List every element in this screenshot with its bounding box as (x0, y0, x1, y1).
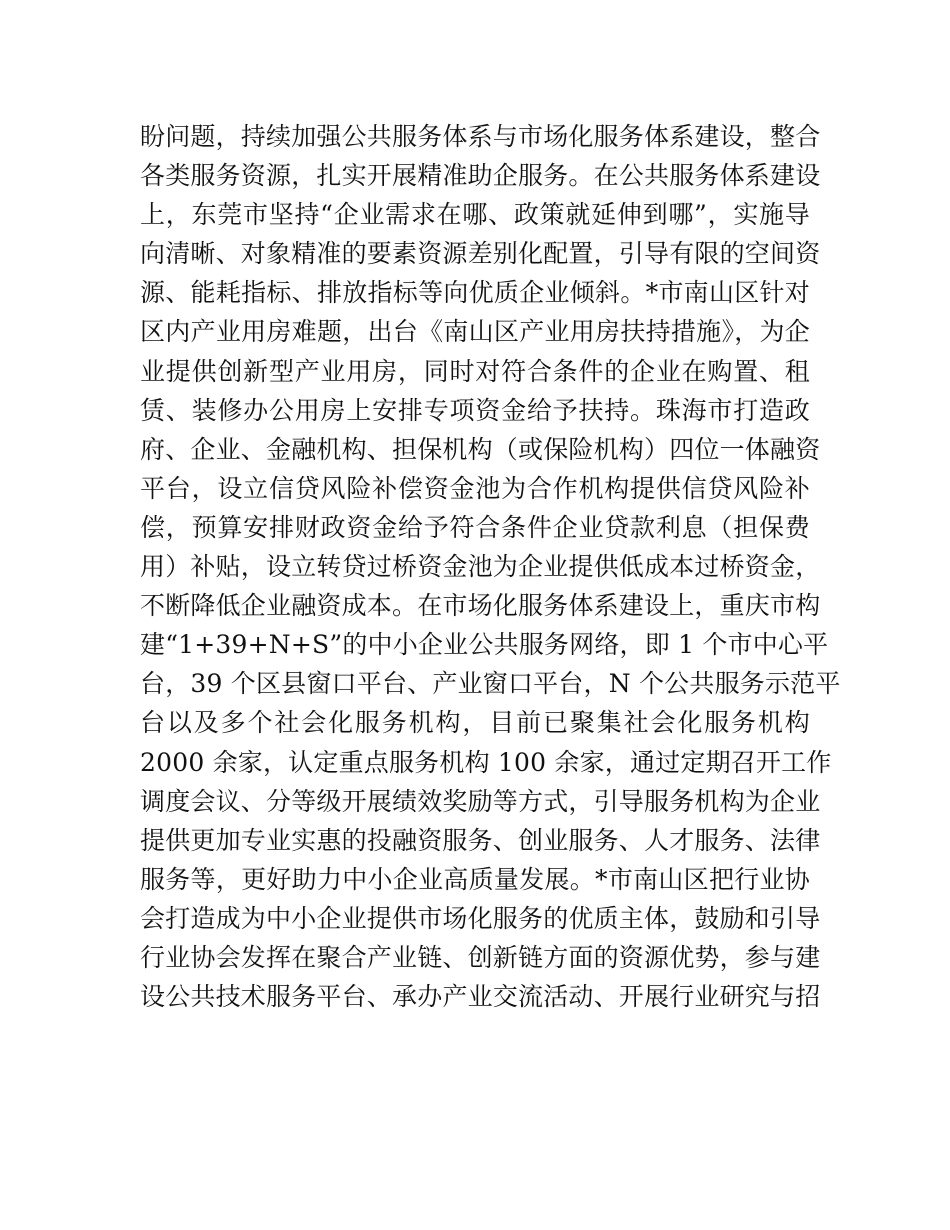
text-line: 偿，预算安排财政资金给予符合条件企业贷款利息（担保费 (140, 512, 810, 542)
text-line: 服务等，更好助力中小企业高质量发展。*市南山区把行业协 (140, 864, 810, 894)
text-line: 区内产业用房难题，出台《南山区产业用房扶持措施》，为企 (140, 317, 810, 347)
body-paragraph (140, 117, 841, 1016)
text-line: 提供更加专业实惠的投融资服务、创业服务、人才服务、法律 (140, 825, 821, 855)
text-line: 行业协会发挥在聚合产业链、创新链方面的资源优势，参与建 (140, 942, 821, 972)
text-line: 2000 余家，认定重点服务机构 100 余家，通过定期召开工作 (140, 747, 832, 777)
text-line: 用）补贴，设立转贷过桥资金池为企业提供低成本过桥资金， (140, 552, 821, 582)
text-line: 源、能耗指标、排放指标等向优质企业倾斜。*市南山区针对 (140, 278, 810, 308)
text-line: 各类服务资源，扎实开展精准助企服务。在公共服务体系建设 (140, 161, 821, 191)
text-line: 向清晰、对象精准的要素资源差别化配置，引导有限的空间资 (140, 239, 821, 269)
text-line: 设公共技术服务平台、承办产业交流活动、开展行业研究与招 (140, 982, 821, 1012)
text-line: 台以及多个社会化服务机构，目前已聚集社会化服务机构 (140, 708, 810, 738)
text-line: 业提供创新型产业用房，同时对符合条件的企业在购置、租 (140, 356, 810, 386)
text-line: 建“1+39+N+S”的中小企业公共服务网络，即 1 个市中心平 (140, 630, 829, 660)
text-line: 盼问题，持续加强公共服务体系与市场化服务体系建设，整合 (140, 122, 821, 151)
text-line: 赁、装修办公用房上安排专项资金给予扶持。珠海市打造政 (140, 395, 810, 425)
text-line: 调度会议、分等级开展绩效奖励等方式，引导服务机构为企业 (140, 786, 821, 816)
text-line: 府、企业、金融机构、担保机构（或保险机构）四位一体融资 (140, 434, 821, 464)
text-line: 不断降低企业融资成本。在市场化服务体系建设上，重庆市构 (140, 591, 821, 621)
text-line: 上，东莞市坚持“企业需求在哪、政策就延伸到哪”，实施导 (140, 200, 810, 230)
text-line: 台，39 个区县窗口平台、产业窗口平台，N 个公共服务示范平 (140, 669, 841, 699)
text-line: 平台，设立信贷风险补偿资金池为合作机构提供信贷风险补 (140, 473, 810, 503)
text-line: 会打造成为中小企业提供市场化服务的优质主体，鼓励和引导 (140, 903, 821, 933)
